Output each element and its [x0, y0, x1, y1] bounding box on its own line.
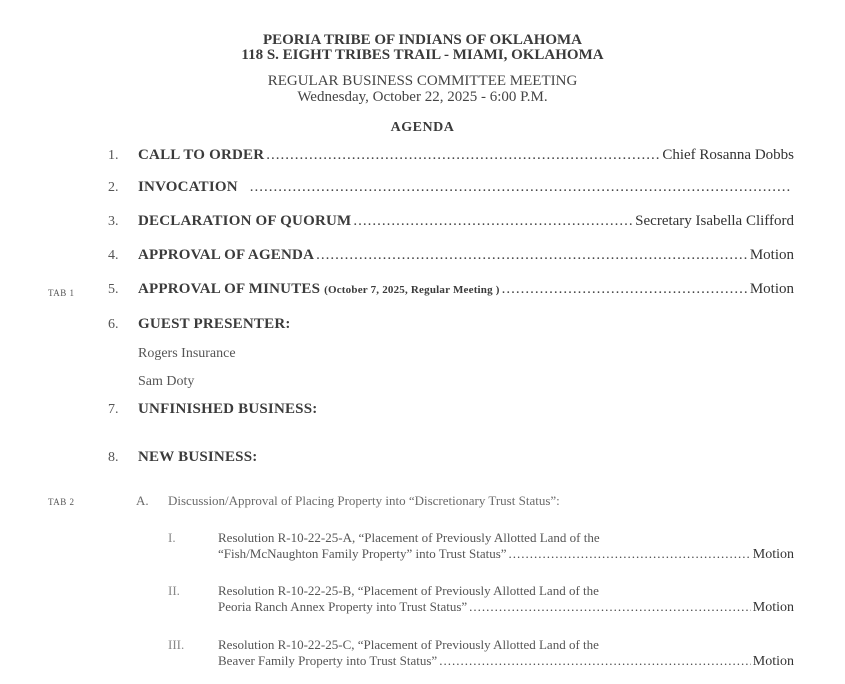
agenda-item-call-to-order — [108, 147, 794, 167]
section-title: Discussion/Approval of Placing Property into “Discretionary Trust Status”: — [168, 493, 560, 508]
meeting-type: REGULAR BUSINESS COMMITTEE MEETING — [267, 73, 578, 89]
item-number: 5. — [108, 282, 119, 297]
item-title: GUEST PRESENTER: — [138, 316, 291, 332]
resolution-subtitle: Peoria Ranch Annex Property into Trust Status” — [218, 599, 468, 614]
resolution-title: Resolution R-10-22-25-C, “Placement of Previously Allotted Land of the — [218, 637, 599, 652]
agenda-item-quorum — [108, 213, 794, 233]
resolution-action: Motion — [752, 600, 794, 615]
item-action: Motion — [749, 281, 794, 297]
section-letter: A. — [136, 493, 149, 508]
resolution-number: III. — [168, 637, 185, 652]
item-title-detail: (October 7, 2025, Regular Meeting ) — [324, 284, 500, 296]
meeting-datetime: Wednesday, October 22, 2025 - 6:00 P.M. — [297, 89, 548, 105]
item-number: 6. — [108, 317, 119, 332]
item-title-text: APPROVAL OF MINUTES — [138, 281, 321, 297]
agenda-item-invocation — [108, 179, 794, 199]
agenda-item-unfinished-business — [108, 401, 794, 421]
resolution-action: Motion — [752, 654, 794, 669]
item-title: NEW BUSINESS: — [138, 449, 258, 465]
resolution-number: II. — [168, 583, 180, 598]
item-title: UNFINISHED BUSINESS: — [138, 401, 318, 417]
item-number: 8. — [108, 450, 119, 465]
new-business-section-a — [136, 493, 560, 509]
guest-presenter-1: Rogers Insurance — [138, 346, 236, 361]
leader-dots — [469, 599, 751, 615]
tab-label-2: TAB 2 — [48, 497, 75, 507]
item-title — [138, 281, 500, 298]
item-presenter: Secretary Isabella Clifford — [635, 213, 794, 229]
item-title: CALL TO ORDER — [138, 147, 265, 163]
leader-dots — [439, 653, 751, 669]
resolution-subtitle: Beaver Family Property into Trust Status” — [218, 653, 438, 668]
item-number: 4. — [108, 248, 119, 263]
leader-dots — [250, 179, 792, 196]
org-name: PEORIA TRIBE OF INDIANS OF OKLAHOMA — [262, 32, 583, 48]
agenda-item-guest-presenter — [108, 316, 794, 336]
resolution-number: I. — [168, 530, 176, 545]
item-action: Motion — [749, 247, 794, 263]
item-title: INVOCATION — [138, 179, 238, 195]
resolution-title: Resolution R-10-22-25-B, “Placement of Previously Allotted Land of the — [218, 583, 599, 598]
item-title: DECLARATION OF QUORUM — [138, 213, 352, 229]
leader-dots — [509, 546, 751, 562]
agenda-item-approval-of-agenda — [108, 247, 794, 267]
leader-dots — [502, 281, 748, 298]
item-title: APPROVAL OF AGENDA — [138, 247, 315, 263]
agenda-item-new-business — [108, 449, 794, 469]
tab-label-1: TAB 1 — [48, 288, 75, 298]
agenda-title: AGENDA — [390, 120, 455, 135]
resolution-subtitle: “Fish/McNaughton Family Property” into Trust Status” — [218, 546, 507, 561]
resolution-action: Motion — [752, 547, 794, 562]
item-number: 1. — [108, 148, 119, 163]
item-presenter: Chief Rosanna Dobbs — [662, 147, 794, 163]
agenda-item-approval-of-minutes — [108, 281, 794, 301]
resolution-title: Resolution R-10-22-25-A, “Placement of Previously Allotted Land of the — [218, 530, 600, 545]
item-number: 2. — [108, 180, 119, 195]
item-number: 7. — [108, 402, 119, 417]
leader-dots — [316, 247, 748, 264]
guest-presenter-2: Sam Doty — [138, 374, 195, 389]
leader-dots — [353, 213, 633, 230]
item-number: 3. — [108, 214, 119, 229]
leader-dots — [266, 147, 660, 164]
org-address: 118 S. EIGHT TRIBES TRAIL - MIAMI, OKLAHOMA — [241, 47, 604, 63]
